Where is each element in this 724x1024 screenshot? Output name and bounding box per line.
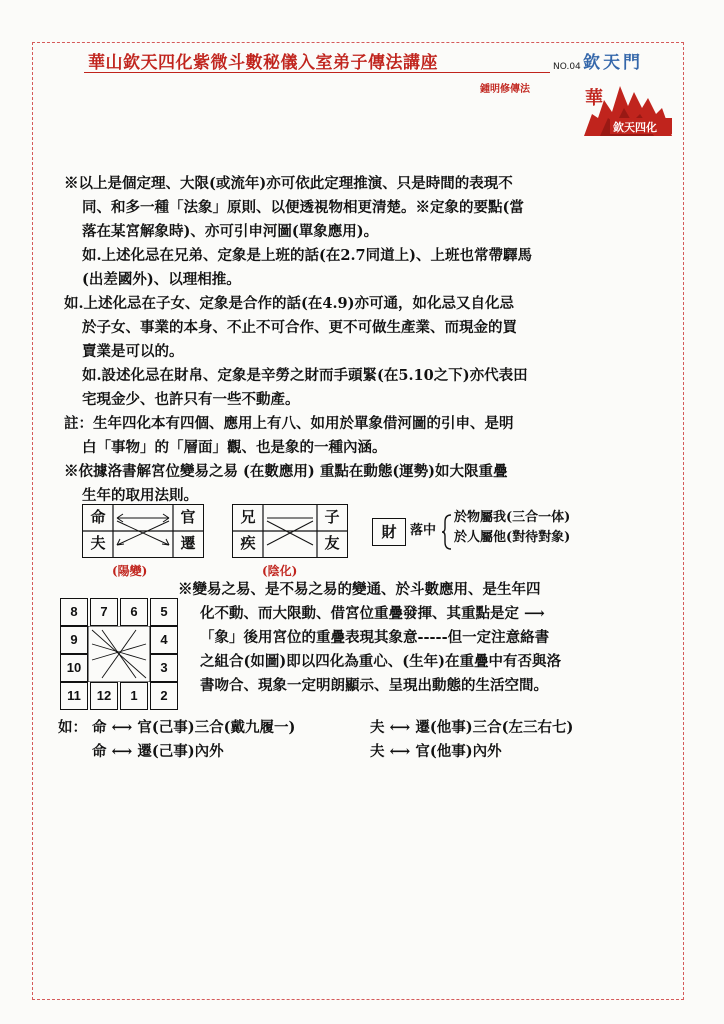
palace-xiong: 兄: [240, 508, 256, 526]
para-line: 如.上述化忌在子女、定象是合作的話(在4.9)亦可通，如化忌又自化忌: [64, 295, 514, 312]
logo-big-glyph: 華: [585, 88, 603, 109]
note-line: 註：生年四化本有四個、應用上有八、如用於單象借河圖的引申、是明: [64, 415, 514, 432]
grid-cell: 1: [120, 682, 148, 710]
example-right-1: 夫 ⟷ 遷(他事)三合(左三右七): [370, 719, 574, 736]
para-line: 如.上述化忌在兄弟、定象是上班的話(在2.7同道上)、上班也常帶驛馬: [82, 247, 532, 264]
brace-icon: [441, 514, 453, 550]
para-line: 賣業是可以的。: [82, 343, 184, 360]
grid-cell: 11: [60, 682, 88, 710]
example-left-1: 命 ⟷ 官(己事)三合(戴九履一): [92, 719, 296, 736]
para-line: ※以上是個定理、大限(或流年)亦可依此定理推演、只是時間的表現不: [64, 175, 513, 192]
palace-you: 友: [324, 534, 340, 552]
logo-caption: 欽天四化: [613, 121, 657, 134]
explain-line: ※變易之易、是不易之易的變通、於斗數應用、是生年四: [178, 581, 541, 598]
grid-cell: 5: [150, 598, 178, 626]
lecture-title: 華山欽天四化紫微斗數秘儀入室弟子傳法講座: [88, 53, 438, 73]
grid-cell: 12: [90, 682, 118, 710]
palace-zi: 子: [324, 508, 340, 526]
author-line: 鍾明修傳法: [480, 84, 530, 95]
grid-cell: 10: [60, 654, 88, 682]
palace-ji: 疾: [240, 534, 256, 552]
para-line: 落在某宮解象時)、亦可引申河圖(單象應用)。: [82, 223, 379, 240]
para-line: ※依據洛書解宮位變易之易 (在數應用) 重點在動態(運勢)如大限重疊: [64, 463, 508, 480]
wealth-box: [372, 518, 406, 546]
para-line: 生年的取用法則。: [82, 487, 198, 504]
grid-cell: 7: [90, 598, 118, 626]
example-right-2: 夫 ⟷ 官(他事)內外: [370, 743, 502, 760]
note-line: 白「事物」的「層面」觀、也是象的一種內涵。: [82, 439, 387, 456]
palace-guan: 官: [180, 508, 196, 526]
grid-cell: 6: [120, 598, 148, 626]
grid-cell: 3: [150, 654, 178, 682]
grid-diagonals-icon: [88, 626, 150, 682]
grid-cell: 2: [150, 682, 178, 710]
page-number: NO.04: [553, 62, 581, 72]
palace-ming: 命: [90, 508, 106, 526]
explain-line: 之組合(如圖)即以四化為重心、(生年)在重疊中有否與洛: [200, 653, 561, 670]
para-line: (出差國外)、以理相推。: [82, 271, 241, 288]
grid-cell: 4: [150, 626, 178, 654]
yang-caption: (陽變): [112, 564, 148, 578]
wealth-mid: 落中: [410, 523, 437, 538]
title-underline: [84, 72, 550, 73]
palace-fu: 夫: [90, 534, 106, 552]
example-prefix: 如：: [58, 719, 87, 736]
example-left-2: 命 ⟷ 遷(己事)內外: [92, 743, 224, 760]
yin-caption: (陰化): [262, 564, 298, 578]
palace-qian: 遷: [180, 534, 196, 552]
explain-line: 書吻合、現象一定明朗顯示、呈現出動態的生活空間。: [200, 677, 548, 694]
brand-logo: [582, 78, 674, 140]
para-line: 於子女、事業的本身、不止不可合作、更不可做生產業、而現金的買: [82, 319, 517, 336]
para-line: 宅現金少、也許只有一些不動產。: [82, 391, 300, 408]
para-line: 同、和多一種「法象」原則、以便透視物相更清楚。※定象的要點(當: [82, 199, 524, 216]
wealth-line-2: 於人屬他(對待對象): [454, 530, 571, 545]
yin-diagram: [232, 504, 348, 558]
para-line: 如.設述化忌在財帛、定象是辛勞之財而手頭緊(在5.10之下)亦代表田: [82, 367, 528, 384]
brand-name: 欽天門: [583, 53, 643, 73]
grid-cell: 8: [60, 598, 88, 626]
wealth-line-1: 於物屬我(三合一体): [454, 510, 571, 525]
explain-line: 「象」後用宮位的重疊表現其象意-----但一定注意絡書: [200, 629, 550, 646]
grid-cell: 9: [60, 626, 88, 654]
wealth-label: 財: [381, 523, 397, 541]
yang-diagram: [82, 504, 204, 558]
explain-line: 化不動、而大限動、借宮位重疊發揮、其重點是定 ⟶: [200, 605, 545, 622]
